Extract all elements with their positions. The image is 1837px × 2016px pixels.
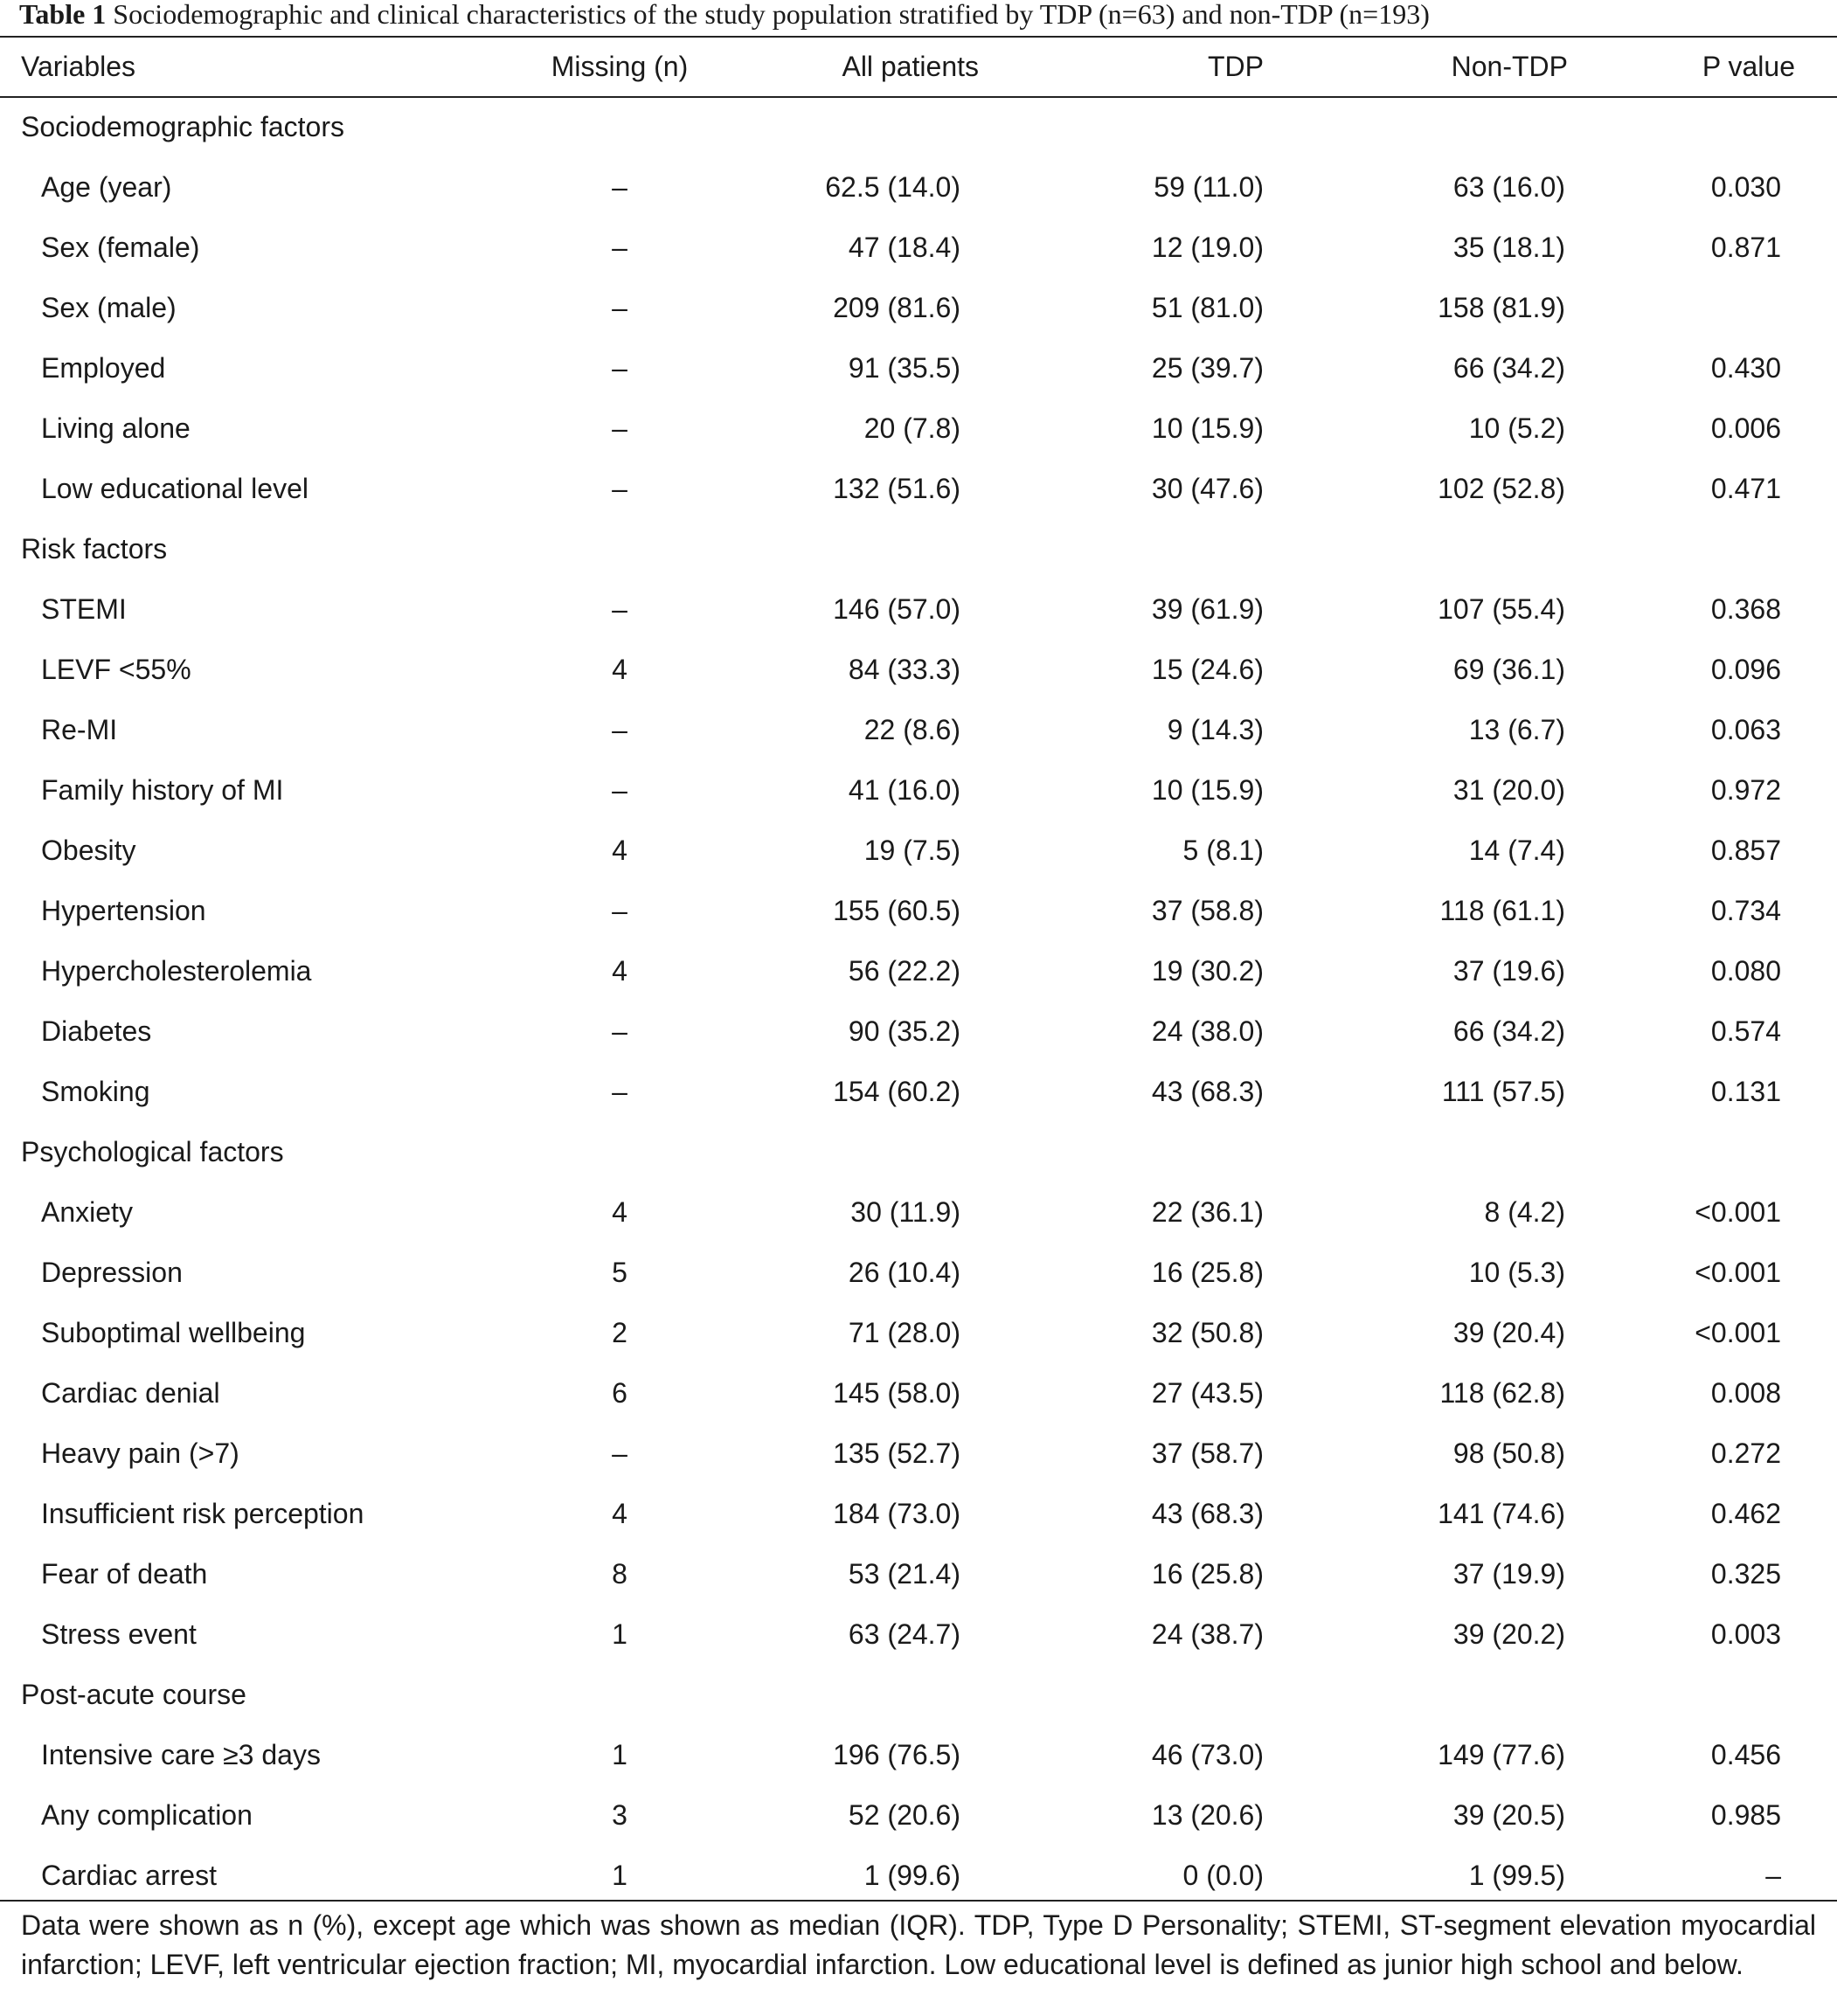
variable-cell: Depression xyxy=(41,1257,183,1288)
all-patients-cell: 209 (81.6) xyxy=(833,292,960,323)
variable-cell: LEVF <55% xyxy=(41,654,191,685)
section-row xyxy=(0,1122,1837,1182)
tdp-cell: 19 (30.2) xyxy=(1151,955,1264,987)
tdp-cell: 51 (81.0) xyxy=(1151,292,1264,323)
table-footnote: Data were shown as n (%), except age which was shown as median (IQR). TDP, Type D Personality; STEMI, ST-segment elevation myocardial infarction; LEVF, left ventricular ejection fraction; MI, myocardial infarction. Low educational level is defined as junior high school and below. xyxy=(21,1909,1816,1980)
tdp-cell: 43 (68.3) xyxy=(1151,1076,1264,1107)
all-patients-cell: 71 (28.0) xyxy=(848,1317,960,1348)
p-value-cell: 0.456 xyxy=(1710,1739,1781,1770)
non-tdp-cell: 63 (16.0) xyxy=(1452,171,1565,203)
header-non-tdp: Non-TDP xyxy=(1451,51,1568,82)
non-tdp-cell: 69 (36.1) xyxy=(1452,654,1565,685)
variable-cell: Obesity xyxy=(41,835,136,866)
all-patients-cell: 145 (58.0) xyxy=(833,1377,960,1409)
variable-cell: Cardiac denial xyxy=(41,1377,220,1409)
p-value-cell: 0.096 xyxy=(1710,654,1781,685)
table-row xyxy=(0,1544,1837,1604)
table-row xyxy=(0,1785,1837,1846)
table-caption xyxy=(19,0,1828,33)
all-patients-cell: 62.5 (14.0) xyxy=(825,171,960,203)
tdp-cell: 16 (25.8) xyxy=(1151,1257,1264,1288)
tdp-cell: 30 (47.6) xyxy=(1151,473,1264,504)
missing-cell: – xyxy=(612,473,627,504)
all-patients-cell: 184 (73.0) xyxy=(833,1498,960,1529)
table-row xyxy=(0,338,1837,398)
non-tdp-cell: 14 (7.4) xyxy=(1468,835,1565,866)
missing-cell: 4 xyxy=(612,1498,627,1529)
table-row xyxy=(0,700,1837,760)
missing-cell: – xyxy=(612,1076,627,1107)
variable-cell: Re-MI xyxy=(41,714,118,745)
all-patients-cell: 132 (51.6) xyxy=(833,473,960,504)
non-tdp-cell: 39 (20.5) xyxy=(1452,1799,1565,1831)
non-tdp-cell: 118 (61.1) xyxy=(1439,895,1565,926)
tdp-cell: 46 (73.0) xyxy=(1151,1739,1264,1770)
non-tdp-cell: 10 (5.3) xyxy=(1468,1257,1565,1288)
missing-cell: 8 xyxy=(612,1558,627,1590)
tdp-cell: 0 (0.0) xyxy=(1182,1860,1264,1891)
p-value-cell: 0.985 xyxy=(1710,1799,1781,1831)
p-value-cell: 0.430 xyxy=(1710,352,1781,384)
variable-cell: Any complication xyxy=(41,1799,253,1831)
all-patients-cell: 90 (35.2) xyxy=(848,1015,960,1047)
missing-cell: – xyxy=(612,412,627,444)
tdp-cell: 39 (61.9) xyxy=(1151,593,1264,625)
all-patients-cell: 1 (99.6) xyxy=(863,1860,960,1891)
p-value-cell: 0.008 xyxy=(1710,1377,1781,1409)
table-row xyxy=(0,941,1837,1001)
p-value-cell: 0.325 xyxy=(1710,1558,1781,1590)
non-tdp-cell: 37 (19.6) xyxy=(1452,955,1565,987)
tdp-cell: 37 (58.7) xyxy=(1151,1438,1264,1469)
all-patients-cell: 84 (33.3) xyxy=(848,654,960,685)
missing-cell: – xyxy=(612,171,627,203)
section-row xyxy=(0,1665,1837,1725)
tdp-cell: 37 (58.8) xyxy=(1151,895,1264,926)
section-label: Risk factors xyxy=(21,533,168,565)
variable-cell: Cardiac arrest xyxy=(41,1860,217,1891)
all-patients-cell: 19 (7.5) xyxy=(863,835,960,866)
table-row xyxy=(0,278,1837,338)
variable-cell: Low educational level xyxy=(41,473,308,504)
missing-cell: 4 xyxy=(612,835,627,866)
p-value-cell: <0.001 xyxy=(1695,1257,1781,1288)
p-value-cell: 0.734 xyxy=(1710,895,1781,926)
tdp-cell: 22 (36.1) xyxy=(1151,1196,1264,1228)
p-value-cell: – xyxy=(1765,1860,1781,1891)
tdp-cell: 10 (15.9) xyxy=(1151,774,1264,806)
variable-cell: Insufficient risk perception xyxy=(41,1498,364,1529)
variable-cell: Employed xyxy=(41,352,166,384)
p-value-cell: 0.080 xyxy=(1710,955,1781,987)
variable-cell: Living alone xyxy=(41,412,191,444)
all-patients-cell: 30 (11.9) xyxy=(850,1196,960,1228)
header-tdp: TDP xyxy=(1208,51,1264,82)
tdp-cell: 27 (43.5) xyxy=(1151,1377,1264,1409)
all-patients-cell: 63 (24.7) xyxy=(848,1618,960,1650)
non-tdp-cell: 158 (81.9) xyxy=(1438,292,1565,323)
table-row xyxy=(0,640,1837,700)
missing-cell: – xyxy=(612,895,627,926)
missing-cell: – xyxy=(612,1015,627,1047)
table-row xyxy=(0,1363,1837,1424)
p-value-cell: 0.063 xyxy=(1710,714,1781,745)
missing-cell: 1 xyxy=(612,1618,627,1650)
p-value-cell: 0.857 xyxy=(1710,835,1781,866)
variable-cell: STEMI xyxy=(41,593,127,625)
variable-cell: Sex (male) xyxy=(41,292,177,323)
all-patients-cell: 26 (10.4) xyxy=(848,1257,960,1288)
table-row xyxy=(0,1484,1837,1544)
section-label: Sociodemographic factors xyxy=(21,111,344,142)
non-tdp-cell: 66 (34.2) xyxy=(1452,1015,1565,1047)
variable-cell: Age (year) xyxy=(41,171,172,203)
tdp-cell: 59 (11.0) xyxy=(1154,171,1264,203)
missing-cell: – xyxy=(612,714,627,745)
p-value-cell: 0.131 xyxy=(1710,1076,1781,1107)
missing-cell: 1 xyxy=(612,1739,627,1770)
all-patients-cell: 20 (7.8) xyxy=(863,412,960,444)
table-row xyxy=(0,1424,1837,1484)
missing-cell: 1 xyxy=(612,1860,627,1891)
non-tdp-cell: 102 (52.8) xyxy=(1438,473,1565,504)
tdp-cell: 5 (8.1) xyxy=(1182,835,1264,866)
p-value-cell: 0.003 xyxy=(1710,1618,1781,1650)
non-tdp-cell: 111 (57.5) xyxy=(1441,1076,1565,1107)
tdp-cell: 9 (14.3) xyxy=(1167,714,1264,745)
missing-cell: 4 xyxy=(612,955,627,987)
all-patients-cell: 91 (35.5) xyxy=(848,352,960,384)
p-value-cell xyxy=(1643,278,1781,338)
non-tdp-cell: 118 (62.8) xyxy=(1439,1377,1565,1409)
table-row xyxy=(0,398,1837,459)
table-row xyxy=(0,1001,1837,1062)
non-tdp-cell: 1 (99.5) xyxy=(1468,1860,1565,1891)
non-tdp-cell: 66 (34.2) xyxy=(1452,352,1565,384)
table-row xyxy=(0,157,1837,218)
all-patients-cell: 52 (20.6) xyxy=(848,1799,960,1831)
all-patients-cell: 53 (21.4) xyxy=(848,1558,960,1590)
all-patients-cell: 41 (16.0) xyxy=(848,774,960,806)
all-patients-cell: 135 (52.7) xyxy=(833,1438,960,1469)
missing-cell: – xyxy=(612,593,627,625)
all-patients-cell: 196 (76.5) xyxy=(833,1739,960,1770)
missing-cell: 3 xyxy=(612,1799,627,1831)
table-row xyxy=(0,1604,1837,1665)
p-value-cell: 0.471 xyxy=(1710,473,1781,504)
non-tdp-cell: 31 (20.0) xyxy=(1452,774,1565,806)
tdp-cell: 15 (24.6) xyxy=(1151,654,1264,685)
missing-cell: 2 xyxy=(612,1317,627,1348)
all-patients-cell: 47 (18.4) xyxy=(848,232,960,263)
p-value-cell: 0.272 xyxy=(1710,1438,1781,1469)
tdp-cell: 13 (20.6) xyxy=(1151,1799,1264,1831)
non-tdp-cell: 37 (19.9) xyxy=(1452,1558,1565,1590)
tdp-cell: 25 (39.7) xyxy=(1151,352,1264,384)
p-value-cell: 0.030 xyxy=(1710,171,1781,203)
all-patients-cell: 155 (60.5) xyxy=(833,895,960,926)
non-tdp-cell: 107 (55.4) xyxy=(1438,593,1565,625)
all-patients-cell: 22 (8.6) xyxy=(863,714,960,745)
header-p-value: P value xyxy=(1702,51,1795,82)
variable-cell: Heavy pain (>7) xyxy=(41,1438,239,1469)
variable-cell: Stress event xyxy=(41,1618,197,1650)
all-patients-cell: 146 (57.0) xyxy=(833,593,960,625)
non-tdp-cell: 35 (18.1) xyxy=(1452,232,1565,263)
variable-cell: Hypercholesterolemia xyxy=(41,955,312,987)
variable-cell: Diabetes xyxy=(41,1015,152,1047)
table-row xyxy=(0,459,1837,519)
p-value-cell: 0.972 xyxy=(1710,774,1781,806)
variable-cell: Fear of death xyxy=(41,1558,208,1590)
header-missing: Missing (n) xyxy=(551,51,689,82)
missing-cell: – xyxy=(612,232,627,263)
non-tdp-cell: 10 (5.2) xyxy=(1468,412,1565,444)
missing-cell: – xyxy=(612,292,627,323)
table-row xyxy=(0,218,1837,278)
table-label: Table 1 xyxy=(19,0,107,30)
variable-cell: Anxiety xyxy=(41,1196,133,1228)
p-value-cell: <0.001 xyxy=(1695,1317,1781,1348)
table-row xyxy=(0,579,1837,640)
table-row xyxy=(0,1062,1837,1122)
missing-cell: – xyxy=(612,352,627,384)
non-tdp-cell: 149 (77.6) xyxy=(1438,1739,1565,1770)
non-tdp-cell: 39 (20.2) xyxy=(1452,1618,1565,1650)
missing-cell: 6 xyxy=(612,1377,627,1409)
section-label: Post-acute course xyxy=(21,1679,246,1710)
all-patients-cell: 56 (22.2) xyxy=(848,955,960,987)
table-row xyxy=(0,881,1837,941)
table-row xyxy=(0,1182,1837,1243)
header-variables: Variables xyxy=(21,51,136,82)
p-value-cell: 0.006 xyxy=(1710,412,1781,444)
section-row xyxy=(0,97,1837,157)
variable-cell: Hypertension xyxy=(41,895,206,926)
table-row xyxy=(0,760,1837,821)
non-tdp-cell: 13 (6.7) xyxy=(1468,714,1565,745)
p-value-cell: <0.001 xyxy=(1695,1196,1781,1228)
section-row xyxy=(0,519,1837,579)
non-tdp-cell: 8 (4.2) xyxy=(1484,1196,1565,1228)
tdp-cell: 43 (68.3) xyxy=(1151,1498,1264,1529)
bottom-rule xyxy=(0,1900,1837,1902)
variable-cell: Suboptimal wellbeing xyxy=(41,1317,306,1348)
variable-cell: Family history of MI xyxy=(41,774,284,806)
p-value-cell: 0.871 xyxy=(1710,232,1781,263)
table-row xyxy=(0,1243,1837,1303)
non-tdp-cell: 98 (50.8) xyxy=(1452,1438,1565,1469)
table-row xyxy=(0,821,1837,881)
section-label: Psychological factors xyxy=(21,1136,284,1167)
variable-cell: Smoking xyxy=(41,1076,150,1107)
missing-cell: 4 xyxy=(612,1196,627,1228)
table-row xyxy=(0,1303,1837,1363)
tdp-cell: 10 (15.9) xyxy=(1151,412,1264,444)
p-value-cell: 0.368 xyxy=(1710,593,1781,625)
missing-cell: 4 xyxy=(612,654,627,685)
table-row xyxy=(0,1846,1837,1906)
missing-cell: – xyxy=(612,1438,627,1469)
tdp-cell: 24 (38.0) xyxy=(1151,1015,1264,1047)
tdp-cell: 12 (19.0) xyxy=(1151,232,1264,263)
non-tdp-cell: 39 (20.4) xyxy=(1452,1317,1565,1348)
tdp-cell: 32 (50.8) xyxy=(1151,1317,1264,1348)
header-all-patients: All patients xyxy=(842,51,979,82)
p-value-cell: 0.574 xyxy=(1710,1015,1781,1047)
table-title: Sociodemographic and clinical characteristics of the study population stratified by TDP (n=63) and non-TDP (n=193) xyxy=(106,0,1430,30)
variable-cell: Intensive care ≥3 days xyxy=(41,1739,321,1770)
tdp-cell: 16 (25.8) xyxy=(1151,1558,1264,1590)
missing-cell: 5 xyxy=(612,1257,627,1288)
non-tdp-cell: 141 (74.6) xyxy=(1438,1498,1565,1529)
variable-cell: Sex (female) xyxy=(41,232,200,263)
table-row xyxy=(0,1725,1837,1785)
all-patients-cell: 154 (60.2) xyxy=(833,1076,960,1107)
missing-cell: – xyxy=(612,774,627,806)
table-header xyxy=(0,37,1837,97)
p-value-cell: 0.462 xyxy=(1710,1498,1781,1529)
tdp-cell: 24 (38.7) xyxy=(1151,1618,1264,1650)
